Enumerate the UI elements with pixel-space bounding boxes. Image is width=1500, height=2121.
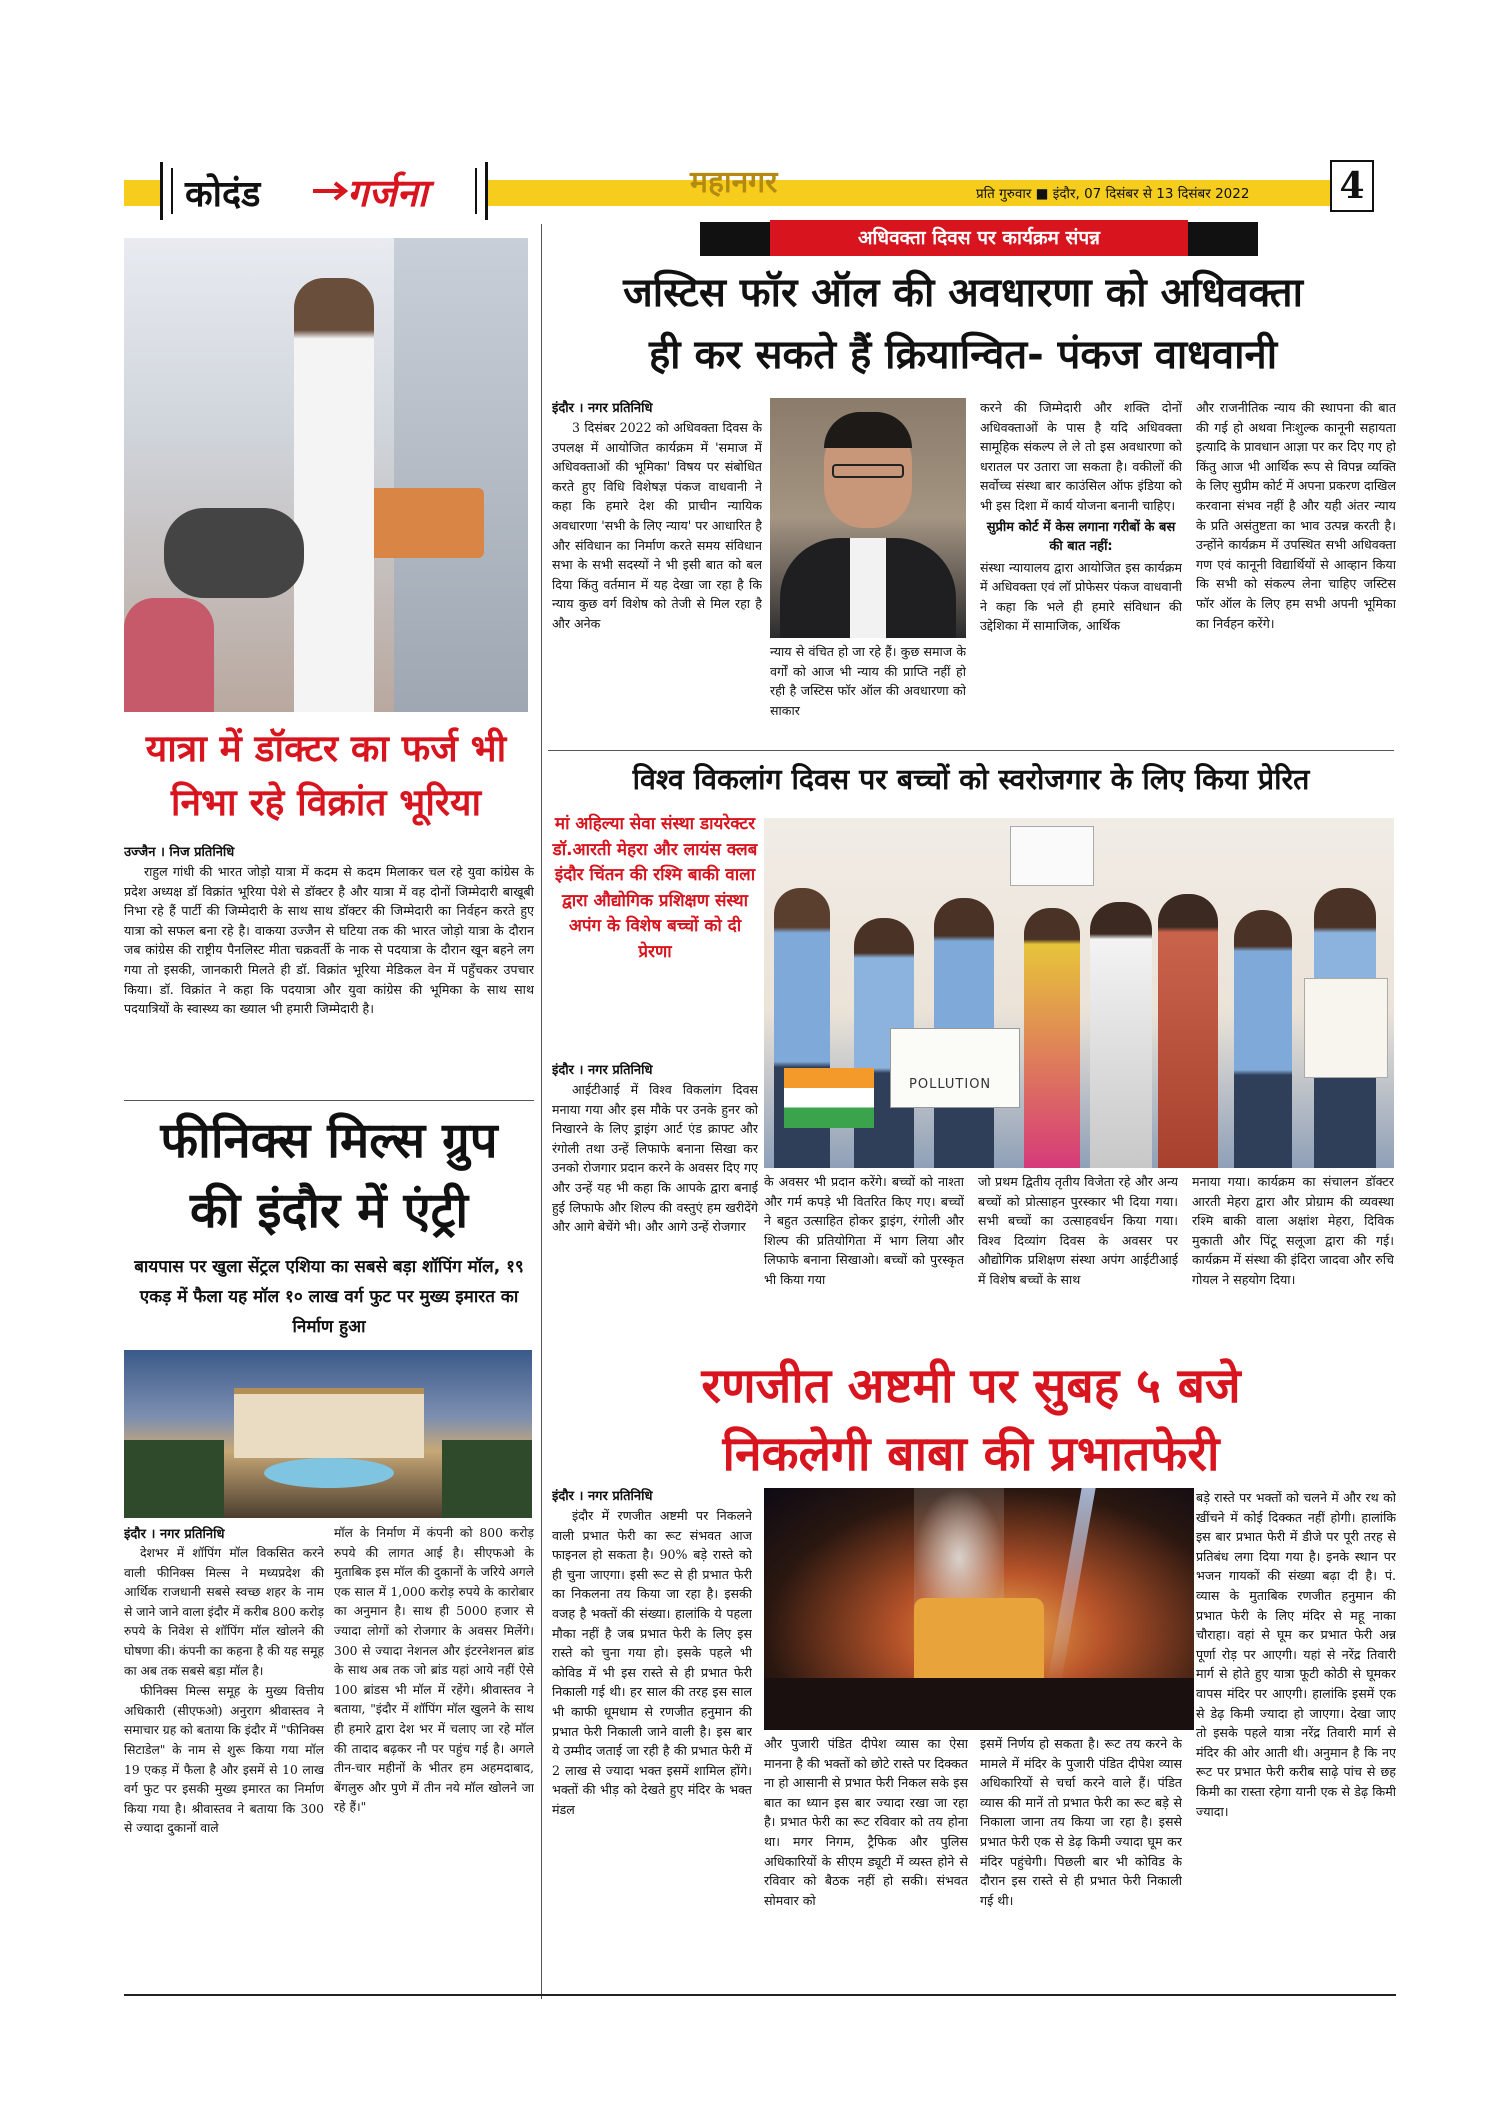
poster-map: [1010, 826, 1094, 886]
logo-inner-bar-right: [475, 168, 477, 214]
story5-col1: इंदौर में रणजीत अष्टमी पर निकलने वाली प्रभात फेरी का रूट संभवत आज फाइनल हो सकता है। 90% बड़े रास्ते को ही चुना जाएगा। इसी रूट से ही प्रभात फेरी का निकलना तय किया जा रहा है। इसकी वजह है भक्तों की संख्या। हालांकि ये पहला मौका नहीं है जब प्रभात फेरी के लिए इस रास्ते को चुना गया हो। इसके पहले भी कोविड में भी इस रास्ते से ही प्रभात फेरी निकाली गई थी। हर साल की तरह इस साल भी काफी धूमधाम से रणजीत हनुमान की प्रभात फेरी निकाली जाने वाली है। इस बार ये उम्मीद जताई जा रही है की प्रभात फेरी में 2 लाख से ज्यादा भक्त इसमें शामिल होंगे। भक्तों की भीड़ को देखते हुए मंदिर के भक्त मंडल: [552, 1508, 752, 1817]
woman-white-top: [1090, 902, 1152, 1168]
story1-byline: इंदौर । नगर प्रतिनिधि: [552, 401, 653, 416]
mall-trees-left: [124, 1440, 224, 1518]
logo-text-kodand: कोदंड: [185, 174, 261, 215]
portrait-glasses: [832, 464, 904, 478]
photo-ambulance-doctor: [124, 238, 528, 712]
logo-box: [160, 162, 488, 220]
poster-flag: [784, 1068, 874, 1128]
story1-headline: जस्टिस फॉर ऑल की अवधारणा को अधिवक्ता ही कर सकते हैं क्रियान्वित- पंकज वाधवानी: [623, 270, 1303, 378]
story2-body: राहुल गांधी की भारत जोड़ो यात्रा में कदम से कदम मिलाकर चल रहे युवा कांग्रेस के प्रदेश अध्यक्ष डॉ विक्रांत भूरिया पेशे से डॉक्टर है और यात्रा में वह दोनों जिम्मेदारी बाखूबी निभा रहे हैं पार्टी की जिम्मेदारी के साथ साथ डॉक्टर की जिम्मेदारी का निर्वहन करते हुए यात्रा को सफल बना रहे है। वाकया उज्जैन से घटिया तक की भारत जोड़ो यात्रा के दौरान जब कांग्रेस की राष्ट्रीय पैनलिस्ट मीता चक्रवर्ती के नाक से पदयात्रा के दौरान खून बहने लग गया तो इसकी, जानकारी मिलते ही डॉ. विक्रांत भूरिया मेडिकल वेन में पहुँचकर उपचार किया। डॉ. विक्रांत ने कहा कि पदयात्रा और युवा कांग्रेस की भूमिका के साथ साथ पदयात्रियों के स्वास्थ्य का ख्याल भी हमारी जिम्मेदारी है।: [124, 864, 534, 1017]
story4-deck: बायपास पर खुला सेंट्रल एशिया का सबसे बड़ा शॉपिंग मॉल, १९ एकड़ में फैला यह मॉल १० लाख वर्ग फुट पर मुख्य इमारत का निर्माण हुआ: [134, 1257, 524, 1337]
page-number-box: [1330, 160, 1374, 212]
photo-mall: [124, 1350, 532, 1518]
story5-col4: बड़े रास्ते पर भक्तों को चलने में और रथ को खींचने में कोई दिक्कत नहीं होगी। हालांकि इस बार प्रभात फेरी में डीजे पर पूरी तरह से प्रतिबंध लगा दिया गया है। इनके स्थान पर भजन गायकों की संख्या बढ़ा दी है। पं. व्यास के मुताबिक रणजीत हनुमान की प्रभात फेरी के लिए मंदिर से महू नाका चौराहा। वहां से घूम कर प्रभात फेरी अन्न पूर्णा रोड़ पर आएगी। यहां से नरेंद्र तिवारी मार्ग से होते हुए यात्रा फूटी कोठी से घूमकर वापस मंदिर पर आएगी। हालांकि इसमें एक से डेढ़ किमी ज्यादा हो जाएगा। देखा जाए तो इसके पहले यात्रा नरेंद्र तिवारी मार्ग से मंदिर की ओर आती थी। अनुमान है कि नए रूट पर प्रभात फेरी करीब साढ़े पांच से छह किमी का रास्ता रहेगा यानी एक से डेढ़ किमी ज्यादा।: [1196, 1490, 1396, 1819]
divider: [548, 750, 1394, 751]
story1-subhead: सुप्रीम कोर्ट में केस लगाना गरीबों के बस की बात नहीं:: [986, 519, 1176, 554]
section-title: महानगर: [690, 165, 778, 200]
story4-col2: मॉल के निर्माण में कंपनी को 800 करोड़ रुपये की लागत आई है। सीएफओ के मुताबिक इस मॉल की दुकानों के जरिये अगले एक साल में 1,000 करोड़ रुपये के कारोबार का अनुमान है। साथ ही 5000 हजार से ज्यादा लोगों को रोजगार के अवसर मिलेंगे। 300 से ज्यादा नेशनल और इंटरनेशनल ब्रांड के साथ अब तक जो ब्रांड यहां आये नहीं ऐसे 100 ब्रांडस भी मॉल में रहेंगे। श्रीवास्तव ने बताया, "इंदौर में शॉपिंग मॉल खुलने के साथ ही हमारे द्वारा देश भर में चलाए जा रहे मॉल की तादाद बढ़कर नौ पर पहुंच गई है। अगले तीन-चार महीनों के भीतर हम अहमदाबाद, बेंगलुरु और पुणे में तीन नये मॉल खोलने जा रहे हैं।": [334, 1526, 534, 1815]
story3-deck: मां अहिल्या सेवा संस्था डायरेक्टर डॉ.आरती मेहरा और लायंस क्लब इंदौर चिंतन की रश्मि बाकी वाला द्वारा औद्योगिक प्रशिक्षण संस्था अपंग के विशेष बच्चों को दी प्रेरणा: [552, 814, 758, 962]
column-rule: [541, 224, 542, 1999]
story5-byline: इंदौर । नगर प्रतिनिधि: [552, 1489, 653, 1504]
story1-col1: 3 दिसंबर 2022 को अधिवक्ता दिवस के उपलक्ष में आयोजित कार्यक्रम में 'समाज में अधिवक्ताओं की भूमिका' विषय पर संबोधित करते हुए विधि विशेषज्ञ पंकज वाधवानी ने कहा कि हमारे देश की प्राचीन न्यायिक अवधारणा 'सभी के लिए न्याय' पर आधारित है और संविधान का निर्माण करते समय संविधान सभा के सभी सदस्यों ने भी इसी बात को बल दिया किंतु वर्तमान में यह देखा जा रहा है कि न्याय कुछ वर्ग विशेष को तेजी से मिल रहा है और अनेक: [552, 420, 762, 631]
mall-building: [234, 1388, 424, 1458]
dateline: प्रति गुरुवार ■ इंदौर, 07 दिसंबर से 13 दिसंबर 2022: [976, 186, 1250, 202]
story3-col4: मनाया गया। कार्यक्रम का संचालन डॉक्टर आरती मेहरा द्वारा और प्रोग्राम की व्यवस्था रश्मि बाकी वाला अक्षांश मेहरा, दिविक मुकाती और पिंटू सलूजा द्वारा की गई। कार्यक्रम में संस्था की इंदिरा जादवा और रुचि गोयल ने सहयोग दिया।: [1192, 1174, 1394, 1287]
light-beam: [1046, 1488, 1095, 1688]
story3-col3: जो प्रथम द्वितीय तृतीय विजेता रहे और अन्य बच्चों को प्रोत्साहन पुरस्कार भी दिया गया। सभी बच्चों का उत्साहवर्धन किया गया। विश्व दिव्यांग दिवस के अवसर पर औद्योगिक प्रशिक्षण संस्था अपंग आईटीआई में विशेष बच्चों के साथ: [978, 1174, 1178, 1287]
mall-trees-right: [442, 1440, 532, 1518]
story4-col1: देशभर में शॉपिंग मॉल विकसित करने वाली फीनिक्स मिल्स ने मध्यप्रदेश की आर्थिक राजधानी सबसे स्वच्छ शहर के नाम से जाने जाने वाला इंदौर में करीब 800 करोड़ रुपये के निवेश से शॉपिंग मॉल खोलने की घोषणा की। कंपनी का कहना है की यह समूह का अब तक सबसे बड़ा मॉल है। फीनिक्स मिल्स समूह के मुख्य वित्तीय अधिकारी (सीएफओ) अनुराग श्रीवास्तव ने समाचार ग्रह को बताया कि इंदौर में "फीनिक्स सिटाडेल" के नाम से शुरू किया गया मॉल 19 एकड़ में फैला है और इसमें से 10 लाख वर्ग फुट पर इसकी मुख्य इमारत का निर्माण किया गया है। श्रीवास्तव ने बताया कि 300 से ज्यादा दुकानों वाले: [124, 1546, 324, 1836]
story5-col3: इसमें निर्णय हो सकता है। रूट तय करने के मामले में मंदिर के पुजारी पंडित दीपेश व्यास अधिकारियों से चर्चा करने वाले हैं। पंडित व्यास की मानें तो प्रभात फेरी का रूट बड़े से निकाला जाना तय किया जा रहा है। इससे प्रभात फेरी एक से डेढ़ किमी ज्यादा घूम कर मंदिर पहुंचेगी। पिछली बार भी कोविड के दौरान इस रास्ते से ही प्रभात फेरी निकाली गई थी।: [980, 1736, 1182, 1908]
story3-col2: के अवसर भी प्रदान करेंगे। बच्चों को नाश्ता और गर्म कपड़े भी वितरित किए गए। बच्चों ने बहुत उत्साहित होकर ड्राइंग, रंगोली और शिल्प की प्रतियोगिता में भाग लिया और लिफाफे बनाना सिखाओ। बच्चों को पुरस्कृत भी किया गया: [764, 1174, 964, 1287]
woman-red-dress: [1158, 894, 1218, 1168]
photo-prabhatferi: [764, 1488, 1194, 1730]
divider: [124, 1100, 534, 1101]
woman-yellow-saree: [1024, 908, 1080, 1168]
story4-byline: इंदौर । नगर प्रतिनिधि: [124, 1527, 225, 1542]
story1-kicker: अधिवक्ता दिवस पर कार्यक्रम संपन्न: [770, 220, 1188, 256]
story2-headline: यात्रा में डॉक्टर का फर्ज भी निभा रहे विक्रांत भूरिया: [145, 727, 507, 824]
page-number: 4: [1339, 165, 1365, 207]
story4-headline: फीनिक्स मिल्स ग्रुप की इंदौर में एंट्री: [160, 1112, 498, 1239]
poster-pollution: [890, 1028, 1020, 1108]
photo-itx-students: [764, 818, 1394, 1168]
story3-headline: विश्व विकलांग दिवस पर बच्चों को स्वरोजगार के लिए किया प्रेरित: [632, 763, 1310, 796]
story3-col1: आईटीआई में विश्व विकलांग दिवस मनाया गया और इस मौके पर उनके हुनर को निखारने के लिए ड्राइंग आर्ट एंड क्राफ्ट और रंगोली तथा उन्हें लिफाफे बनाना सिखा कर उनको रोजगार प्रदान करने के अवसर दिए गए और उन्हें यह भी कहा कि आपके द्वारा बनाई हुई लिफाफे और शिल्प की वस्तुएं हम खरीदेंगे और आगे बेचेंगे भी। और आगे उन्हें रोजगार: [552, 1082, 758, 1235]
ambulance-orange-seat: [364, 488, 484, 558]
arrow-icon: [311, 176, 351, 206]
photo-pankaj-wadhwani: [770, 398, 966, 638]
poster-right: [1304, 978, 1388, 1078]
portrait-hair: [824, 412, 912, 448]
masthead: [0, 0, 1500, 240]
mall-fountain: [264, 1458, 394, 1488]
ambulance-cabinet: [394, 238, 528, 712]
portrait-shirt: [850, 538, 886, 638]
story2-byline: उज्जैन । निज प्रतिनिधि: [124, 845, 235, 860]
story1-col3: करने की जिम्मेदारी और शक्ति दोनों अधिवक्ताओं के पास है यदि अधिवक्ता सामूहिक संकल्प ले ले तो इस अवधारणा को धरातल पर उतारा जा सकता है। वकीलों की सर्वोच्च संस्था बार काउंसिल ऑफ इंडिया को भी इस दिशा में कार्य योजना बनानी चाहिए। सुप्रीम कोर्ट में केस लगाना गरीबों के बस की बात नहीं: संस्था न्यायालय द्वारा आयोजित इस कार्यक्रम में अधिवक्ता एवं लॉ प्रोफेसर पंकज वाधवानी ने कहा कि भले ही हमारे संविधान की उद्देशिका में सामाजिक, आर्थिक: [980, 400, 1182, 634]
logo-inner-bar-left: [171, 168, 173, 214]
story1-col2: न्याय से वंचित हो जा रहे हैं। कुछ समाज के वर्गों को आज भी न्याय की प्राप्ति नहीं हो रही है जस्टिस फॉर ऑल की अवधारणा को साकार: [770, 644, 966, 718]
logo-text-garjana: गर्जना: [347, 171, 428, 215]
doctor-figure: [294, 278, 374, 712]
student-4: [1234, 910, 1292, 1168]
crowd: [764, 1678, 1194, 1730]
page-bottom-rule: [124, 1994, 1396, 1996]
story5-headline: रणजीत अष्टमी पर सुबह ५ बजे निकलेगी बाबा की प्रभातफेरी: [701, 1358, 1241, 1482]
patient-figure: [164, 508, 304, 598]
story1-col4: और राजनीतिक न्याय की स्थापना की बात की गई हो अथवा निःशुल्क कानूनी सहायता इत्यादि के प्रावधान आज्ञा पर कर दिए गए हो किंतु आज भी आर्थिक रूप से विपन्न व्यक्ति के लिए सुप्रीम कोर्ट में अपना प्रकरण दाखिल करवाना संभव नहीं है और यही अंतर न्याय के प्रति असंतुष्टता का भाव उत्पन्न करती है। उन्होंने कार्यक्रम में उपस्थित सभी अधिवक्ता गण एवं कानूनी विद्यार्थियों से आव्हान किया कि सभी को संकल्प लेना चाहिए जस्टिस फॉर ऑल के लिए हम सभी अपनी भूमिका का निर्वहन करेंगे।: [1196, 400, 1396, 631]
story5-col2: और पुजारी पंडित दीपेश व्यास का ऐसा मानना है की भक्तों को छोटे रास्ते पर दिक्कत ना हो आसानी से प्रभात फेरी निकल सके इस बात का ध्यान इस बार ज्यादा रखा जा रहा है। प्रभात फेरी का रूट रविवार को तय होना था। मगर निगम, ट्रैफिक और पुलिस अधिकारियों के सीएम ड्यूटी में व्यस्त होने से रविवार को बैठक नहीं हो सकी। संभवत सोमवार को: [764, 1736, 968, 1908]
woman-figure: [124, 598, 214, 712]
story3-byline: इंदौर । नगर प्रतिनिधि: [552, 1063, 653, 1078]
poster-text: POLLUTION: [909, 1077, 992, 1092]
